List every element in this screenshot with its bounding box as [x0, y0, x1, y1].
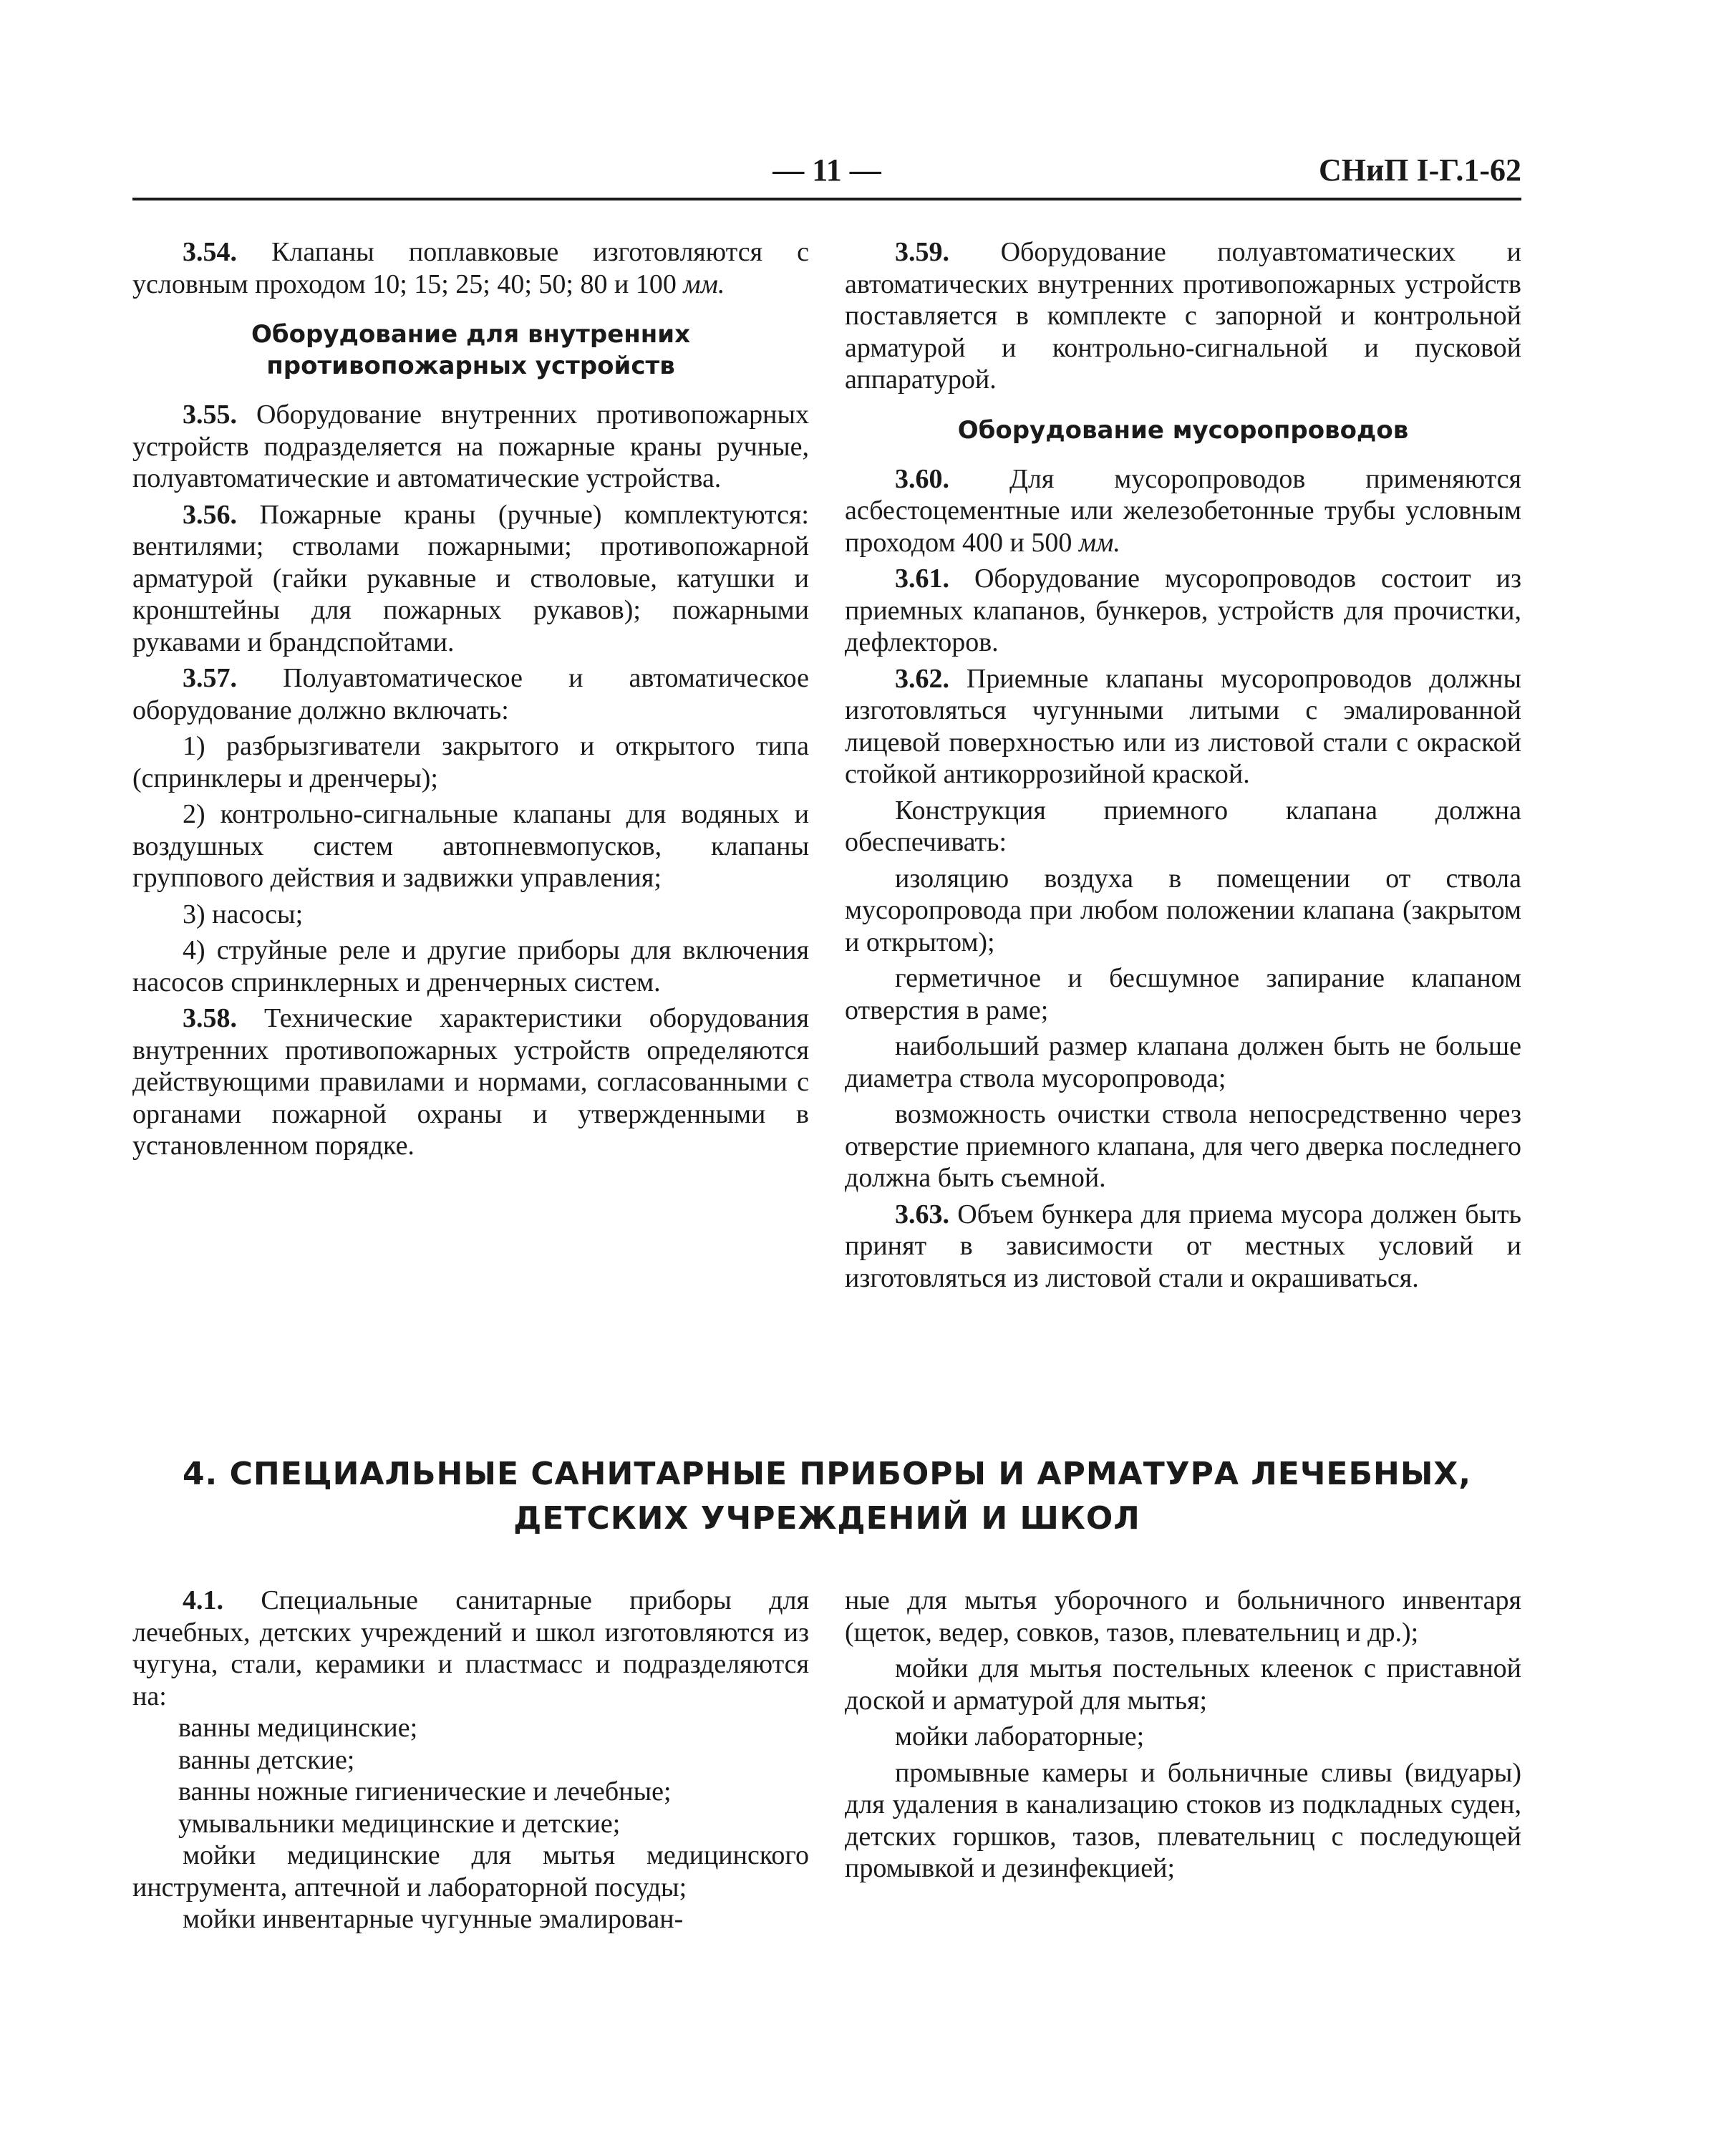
list-item: 3) насосы;	[183, 899, 304, 929]
list-item: герметичное и бесшумное запирание клапаном отверстия в раме;	[845, 963, 1521, 1025]
paragraph-3-61: 3.61. Оборудование мусоропроводов состоит из приемных клапанов, бункеров, устройств для прочистки, дефлекторов.	[845, 564, 1521, 657]
list-item: 4) струйные реле и другие приборы для включения насосов спринклерных и дренчерных систем.	[132, 935, 809, 997]
list-item: ванны детские;	[178, 1744, 355, 1775]
paragraph-3-60: 3.60. Для мусоропроводов применяются асбестоцементные или железобетонные трубы условным проходом 400 и 500 мм.	[845, 463, 1521, 558]
list-item: мойки лабораторные;	[895, 1721, 1145, 1751]
paragraph-text: Конструкция приемного клапана должна обеспечивать:	[845, 795, 1521, 857]
paragraph-3-58: 3.58. Технические характеристики оборудования внутренних противопожарных устройств определяются действующими правилами и нормами, согласованными с органами пожарной охраны и утвержденными в установленном порядке.	[132, 1003, 809, 1161]
right-column-bottom	[845, 1585, 1521, 1885]
list-item: возможность очистки ствола непосредственно через отверстие приемного клапана, для чего дверка последнего должна быть съемной.	[845, 1099, 1521, 1193]
subheading-refuse-chutes: Оборудование мусоропроводов	[957, 415, 1409, 445]
paragraph-3-56: 3.56. Пожарные краны (ручные) комплектуются: вентилями; стволами пожарными; противопожарной арматурой (гайки рукавные и стволовые, катушки и кронштейны для пожарных рукавов); пожарными рукавами и брандспойтами.	[132, 499, 809, 657]
left-column-bottom	[132, 1585, 809, 1935]
document-code: СНиП I-Г.1-62	[1318, 153, 1521, 188]
clause-number: 3.54.	[183, 237, 237, 267]
paragraph-4-1: 4.1. Специальные санитарные приборы для лечебных, детских учреждений и школ изготовляются из чугуна, стали, керамики и пластмасс и подразделяются на:	[132, 1585, 809, 1711]
list-item: ванны ножные гигиенические и лечебные;	[178, 1776, 672, 1807]
list-item: мойки инвентарные чугунные эмалирован-	[183, 1904, 684, 1934]
list-item: промывные камеры и больничные сливы (видуары) для удаления в канализацию стоков из подкладных суден, детских горшков, тазов, плевательниц с последующей промывкой и дезинфекцией;	[845, 1757, 1521, 1883]
header-rule	[132, 198, 1521, 200]
paragraph-3-62: 3.62. Приемные клапаны мусоропроводов должны изготовляться чугунными литыми с эмалированной лицевой поверхностью или из листовой стали с окраской стойкой антикоррозийной краской.	[845, 663, 1521, 789]
section-4-title: 4. СПЕЦИАЛЬНЫЕ САНИТАРНЫЕ ПРИБОРЫ И АРМАТУРА ЛЕЧЕБНЫХ, ДЕТСКИХ УЧРЕЖДЕНИЙ И ШКОЛ	[182, 1456, 1472, 1537]
list-item: 1) разбрызгиватели закрытого и открытого типа (спринклеры и дренчеры);	[132, 731, 809, 793]
list-item-continued: ные для мытья уборочного и больничного инвентаря (щеток, ведер, совков, тазов, плевательниц и др.);	[845, 1585, 1521, 1648]
paragraph-3-59: 3.59. Оборудование полуавтоматических и автоматических внутренних противопожарных устройств поставляется в комплекте с запорной и контрольной арматурой и контрольно-сигнальной и пусковой аппаратурой.	[845, 237, 1521, 395]
list-item: мойки для мытья постельных клеенок с приставной доской и арматурой для мытья;	[845, 1653, 1521, 1716]
right-column-top	[845, 236, 1521, 1294]
list-item: мойки медицинские для мытья медицинского инструмента, аптечной и лабораторной посуды;	[132, 1840, 809, 1903]
page-number: — 11 —	[772, 153, 881, 188]
list-item: изоляцию воздуха в помещении от ствола мусоропровода при любом положении клапана (закрытом и открытом);	[845, 863, 1521, 957]
list-item: 2) контрольно-сигнальные клапаны для водяных и воздушных систем автопневмопусков, клапаны группового действия и задвижки управления;	[132, 799, 809, 893]
page-header	[132, 152, 1521, 195]
subheading-fire-equipment: Оборудование для внутренних противопожарных устройств	[251, 320, 691, 380]
list-item: ванны медицинские;	[178, 1713, 418, 1743]
paragraph-3-57: 3.57. Полуавтоматическое и автоматическое оборудование должно включать:	[132, 663, 809, 725]
list-item: умывальники медицинские и детские;	[178, 1808, 621, 1839]
paragraph-3-55: 3.55. Оборудование внутренних противопожарных устройств подразделяется на пожарные краны ручные, полуавтоматические и автоматические устройства.	[132, 400, 809, 493]
paragraph-3-63: 3.63. Объем бункера для приема мусора должен быть принят в зависимости от местных условий и изготовляться из листовой стали и окрашиваться.	[845, 1199, 1521, 1293]
list-item: наибольший размер клапана должен быть не больше диаметра ствола мусоропровода;	[845, 1031, 1521, 1093]
left-column-top	[132, 236, 809, 1162]
paragraph-3-54: 3.54. Клапаны поплавковые изготовляются с условным проходом 10; 15; 25; 40; 50; 80 и 100 мм.	[132, 237, 809, 299]
